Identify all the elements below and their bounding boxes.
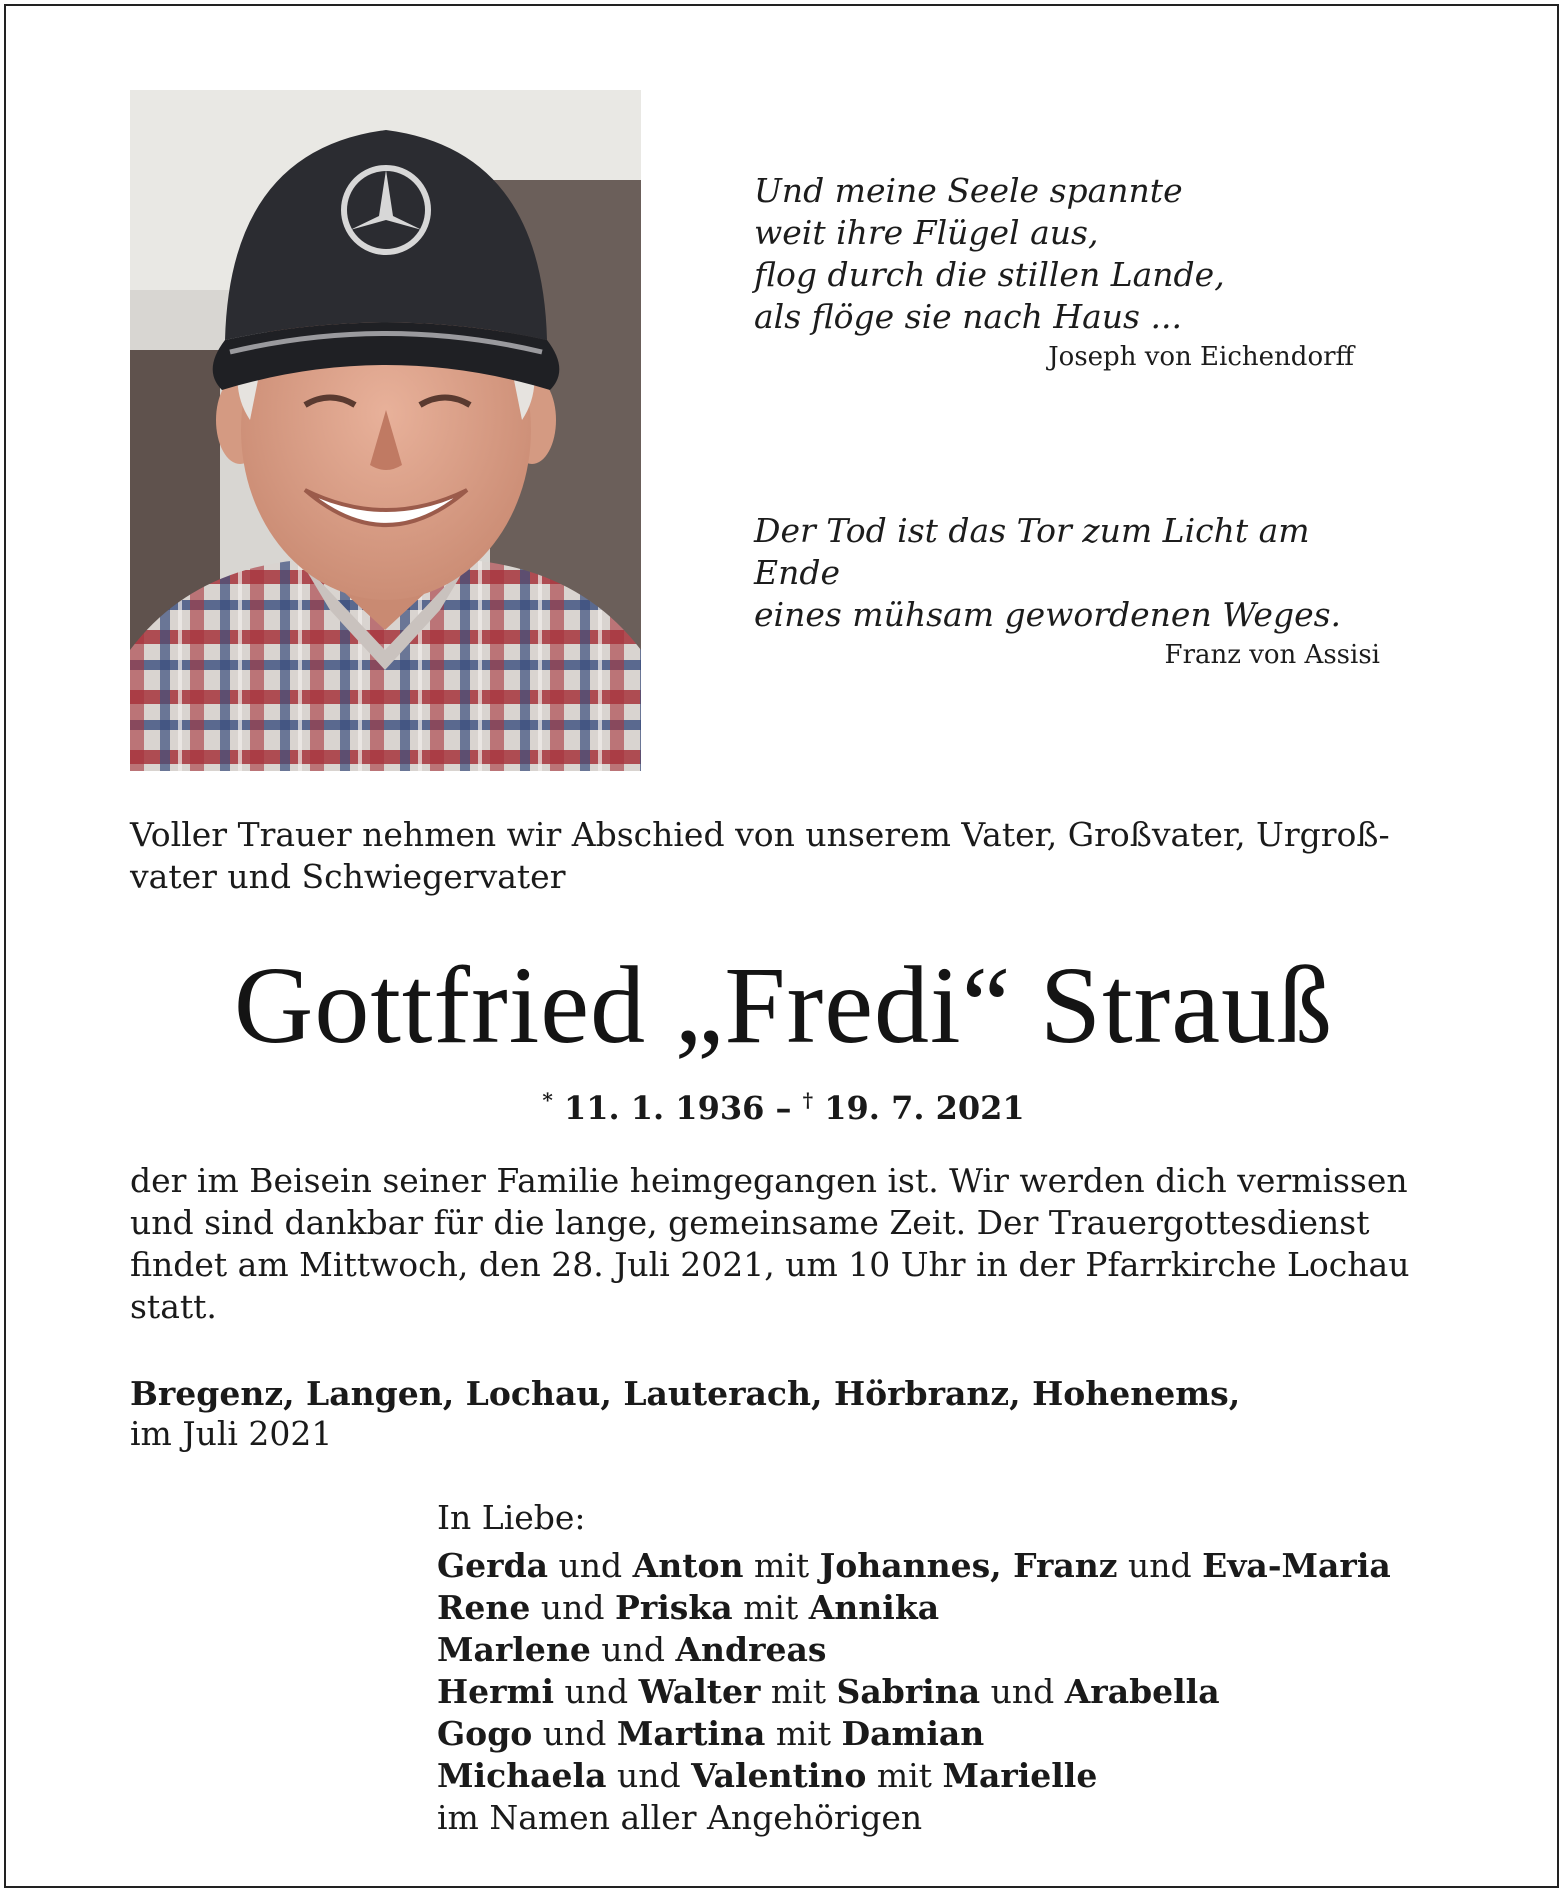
family-member-name: Johannes, Franz <box>819 1546 1118 1585</box>
family-member-name: Martina <box>616 1714 766 1753</box>
family-connector: und <box>590 1630 676 1669</box>
family-connector: mit <box>760 1672 837 1711</box>
quote-author: Franz von Assisi <box>1164 640 1380 670</box>
family-connector: und <box>1117 1546 1203 1585</box>
life-dates <box>0 1080 1567 1128</box>
portrait-illustration <box>130 90 641 771</box>
family-member-name: Anton <box>632 1546 744 1585</box>
family-heading: In Liebe: <box>437 1498 586 1537</box>
death-date: 19. 7. 2021 <box>824 1089 1025 1127</box>
quote-line: flog durch die stillen Lande, <box>754 255 1225 294</box>
quote-line: Und meine Seele spannte <box>754 171 1183 210</box>
family-list <box>437 1497 1487 1839</box>
birth-date: 11. 1. 1936 – <box>563 1089 792 1127</box>
family-row <box>437 1755 1487 1797</box>
intro-line: vater und Schwiegervater <box>130 857 566 896</box>
intro-text <box>130 814 1450 898</box>
family-row <box>437 1713 1487 1755</box>
family-connector: mit <box>732 1588 809 1627</box>
family-member-name: Gogo <box>437 1714 533 1753</box>
birth-mark: * <box>542 1088 553 1112</box>
family-member-name: Andreas <box>675 1630 827 1669</box>
towns-list: Bregenz, Langen, Lochau, Lauterach, Hörbranz, Hohenems, <box>130 1374 1241 1413</box>
places-block <box>130 1374 1450 1454</box>
family-member-name: Michaela <box>437 1756 607 1795</box>
family-member-name: Sabrina <box>836 1672 981 1711</box>
family-footer: im Namen aller Angehörigen <box>437 1798 923 1837</box>
family-member-name: Hermi <box>437 1672 555 1711</box>
family-member-name: Valentino <box>691 1756 867 1795</box>
death-mark: † <box>802 1088 814 1112</box>
body-line: der im Beisein seiner Familie heimgegangen ist. Wir werden dich vermissen <box>130 1161 1408 1200</box>
family-connector: mit <box>743 1546 820 1585</box>
family-connector: und <box>548 1546 633 1585</box>
quote-eichendorff <box>754 170 1404 374</box>
family-connector: mit <box>765 1714 842 1753</box>
quote-line: weit ihre Flügel aus, <box>754 213 1099 252</box>
quote-line: als flöge sie nach Haus ... <box>754 297 1182 336</box>
family-row <box>437 1671 1487 1713</box>
body-line: statt. <box>130 1287 217 1326</box>
family-connector: mit <box>866 1756 943 1795</box>
family-member-name: Marielle <box>942 1756 1098 1795</box>
quote-author: Joseph von Eichendorff <box>1048 342 1354 372</box>
family-connector: und <box>554 1672 639 1711</box>
body-text <box>130 1160 1440 1328</box>
intro-line: Voller Trauer nehmen wir Abschied von unserem Vater, Großvater, Urgroß- <box>130 815 1390 854</box>
quote-assisi <box>754 510 1404 672</box>
family-member-name: Annika <box>808 1588 940 1627</box>
family-connector: und <box>530 1588 616 1627</box>
family-member-name: Damian <box>841 1714 985 1753</box>
family-member-name: Marlene <box>437 1630 591 1669</box>
deceased-name: Gottfried „Fredi“ Strauß <box>233 944 1334 1066</box>
family-connector: und <box>532 1714 617 1753</box>
family-connector: und <box>980 1672 1065 1711</box>
family-member-name: Walter <box>638 1672 761 1711</box>
quote-line: Der Tod ist das Tor zum Licht am Ende <box>754 511 1310 592</box>
family-member-name: Arabella <box>1064 1672 1220 1711</box>
family-row <box>437 1545 1487 1587</box>
body-line: und sind dankbar für die lange, gemeinsame Zeit. Der Trauergottesdienst <box>130 1203 1370 1242</box>
family-row <box>437 1629 1487 1671</box>
portrait-photo <box>130 90 641 771</box>
quote-line: eines mühsam gewordenen Weges. <box>754 595 1342 634</box>
family-row <box>437 1587 1487 1629</box>
family-member-name: Eva-Maria <box>1202 1546 1391 1585</box>
family-connector: und <box>606 1756 692 1795</box>
place-date: im Juli 2021 <box>130 1414 333 1453</box>
body-line: findet am Mittwoch, den 28. Juli 2021, um 10 Uhr in der Pfarrkirche Lochau <box>130 1245 1410 1284</box>
family-member-name: Gerda <box>437 1546 549 1585</box>
family-rows <box>437 1545 1487 1797</box>
family-member-name: Rene <box>437 1588 531 1627</box>
family-member-name: Priska <box>615 1588 733 1627</box>
